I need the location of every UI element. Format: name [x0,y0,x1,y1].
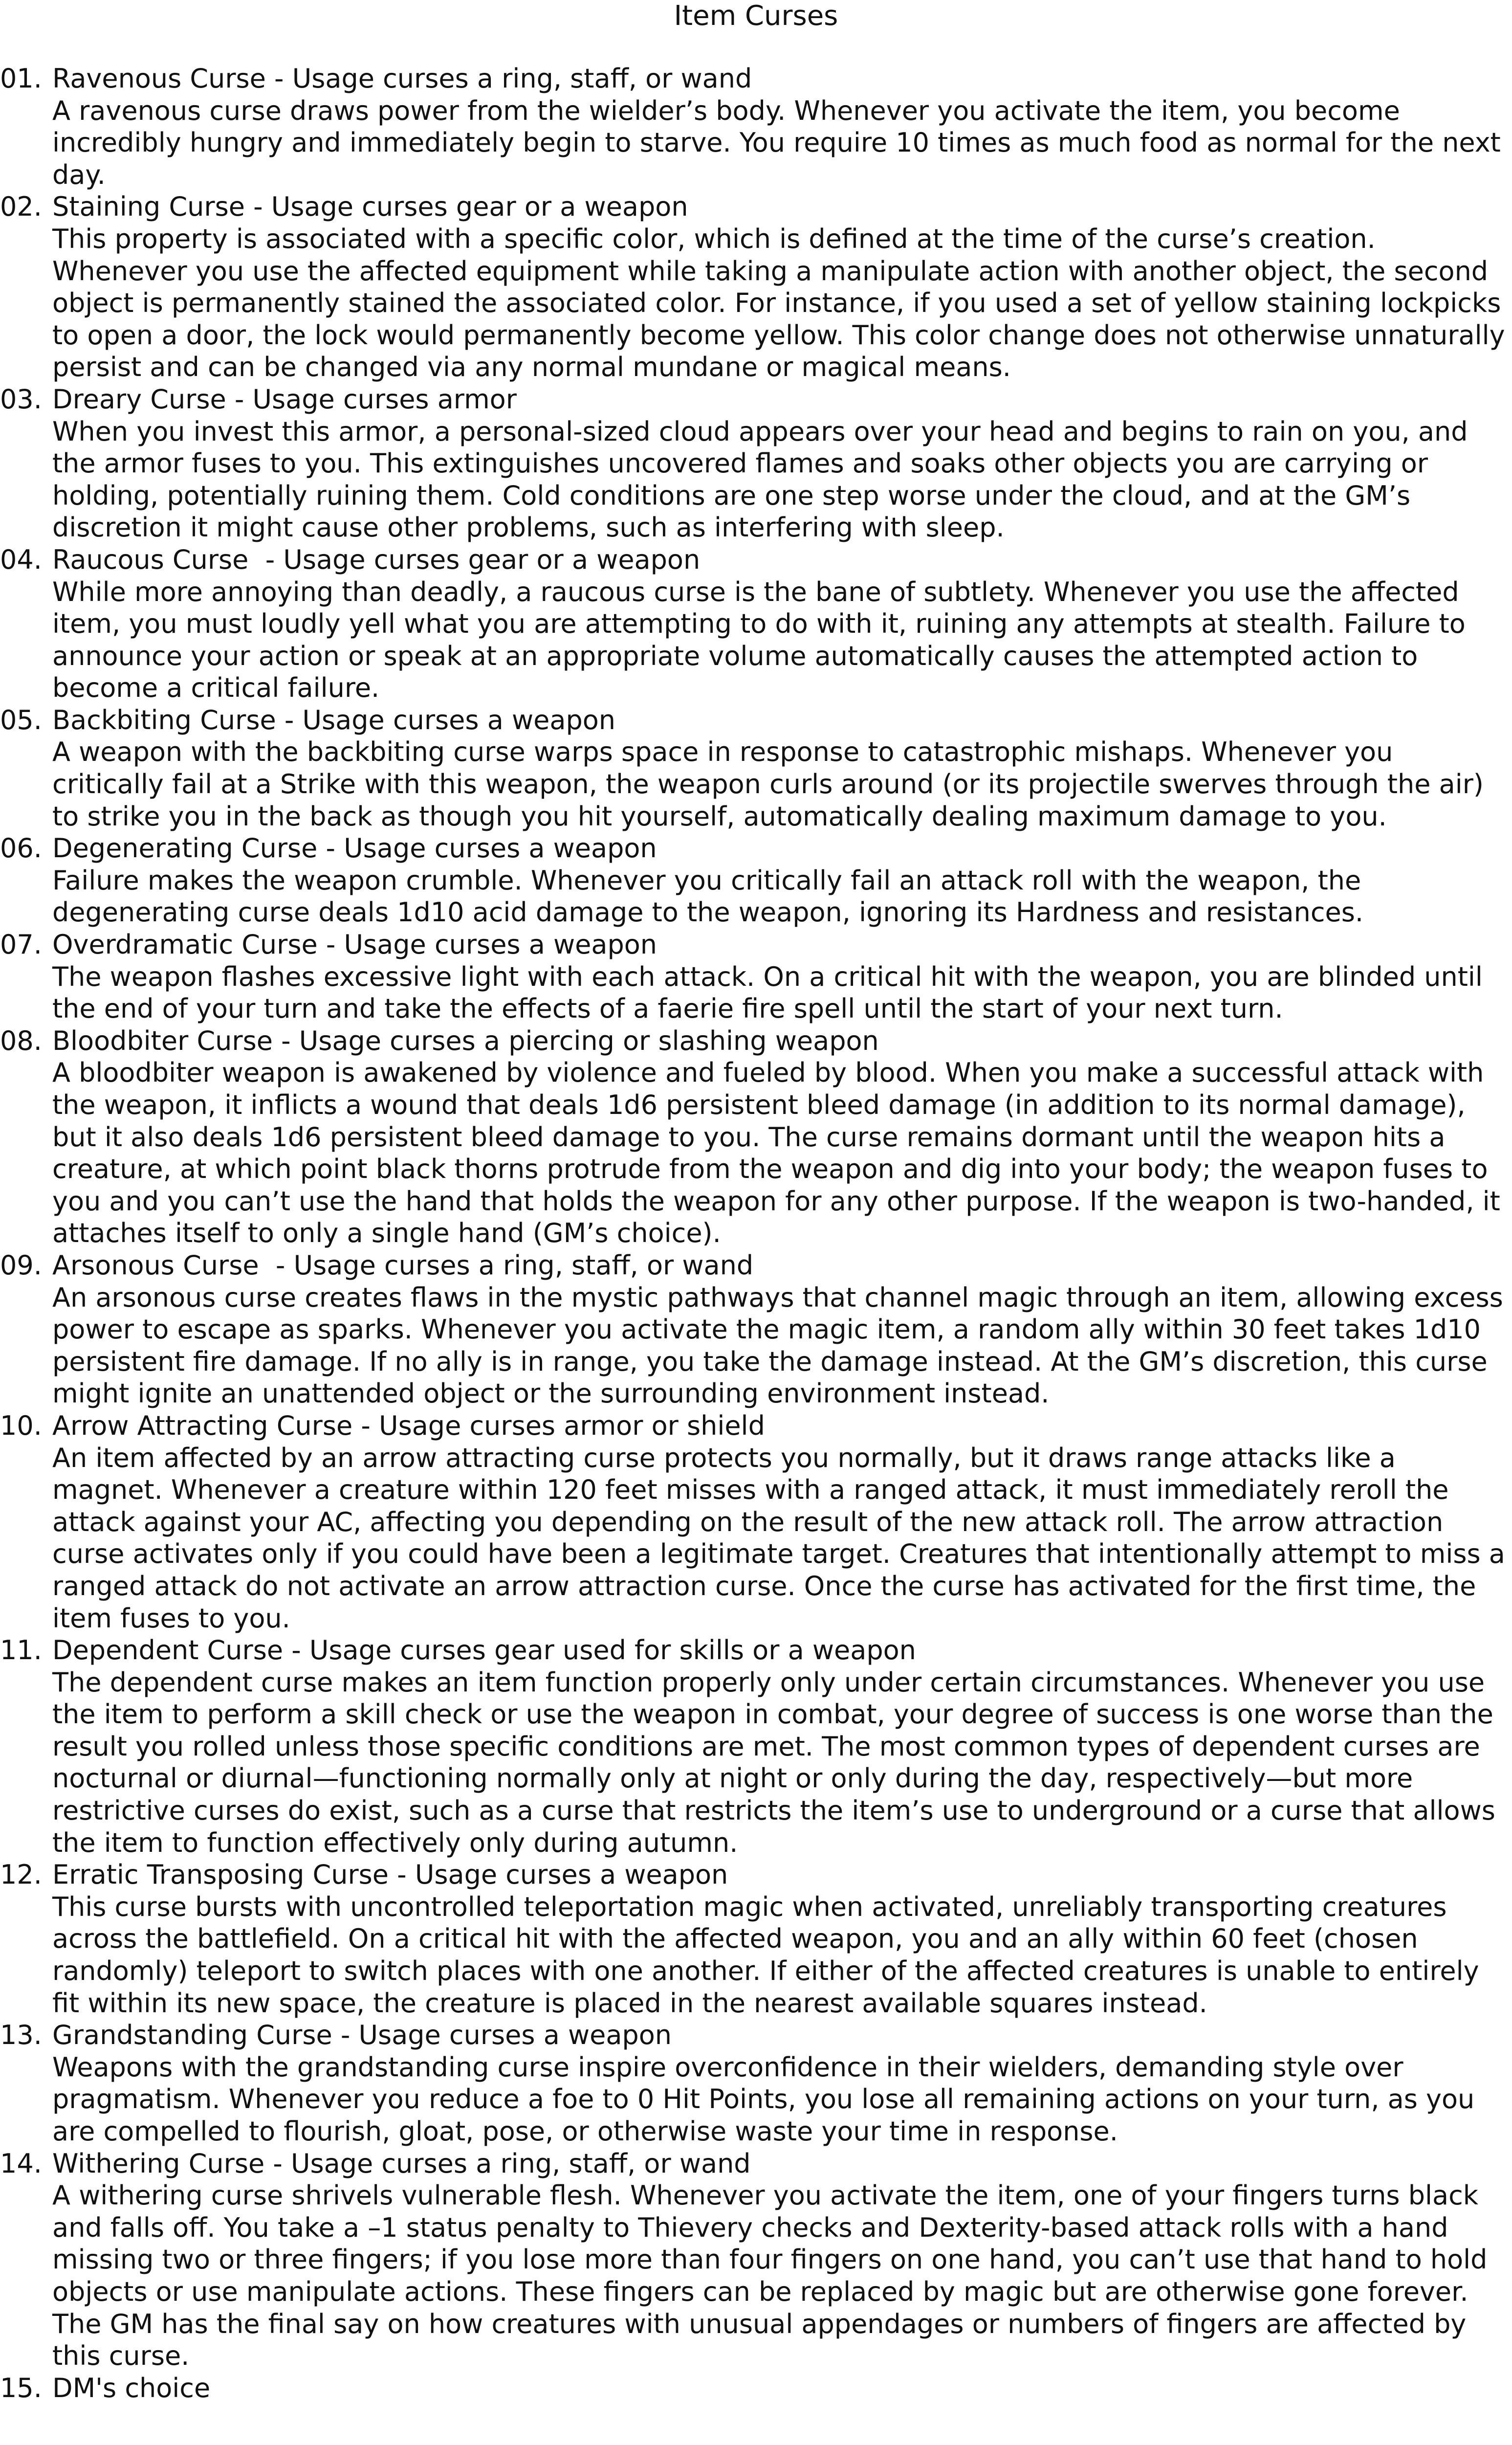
entry-description: A bloodbiter weapon is awakened by violence and fueled by blood. When you make a successful attack with the weapon, it inflicts a wound that deals 1d6 persistent bleed damage (in addition to its normal damage), but it also deals 1d6 persistent bleed damage to you. The curse remains dormant until the weapon hits a creature, at which point black thorns protrude from the weapon and dig into your body; the weapon fuses to you and you can’t use the hand that holds the weapon for any other purpose. If the weapon is two-handed, it attaches itself to only a single hand (GM’s choice). [52,1057,1500,1249]
entry-number: 07. [0,929,42,960]
curse-entry [0,1249,1512,1410]
entry-heading: Arrow Attracting Curse - Usage curses armor or shield [52,1410,765,1441]
curse-entry [0,383,1512,544]
entry-description: Weapons with the grandstanding curse inspire overconfidence in their wielders, demanding style over pragmatism. Whenever you reduce a foe to 0 Hit Points, you lose all remaining actions on your turn, as you are compelled to flourish, gloat, pose, or otherwise waste your time in response. [52,2051,1475,2147]
entry-number: 04. [0,544,42,575]
entry-heading: Degenerating Curse - Usage curses a weapon [52,833,657,864]
entry-description: A weapon with the backbiting curse warps space in response to catastrophic mishaps. Whenever you critically fail at a Strike with this weapon, the weapon curls around (or its projectile swerves through the air) to strike you in the back as though you hit yourself, automatically dealing maximum damage to you. [52,736,1484,832]
entry-description: This curse bursts with uncontrolled teleportation magic when activated, unreliably transporting creatures across the battlefield. On a critical hit with the affected weapon, you and an ally within 60 feet (chosen randomly) teleport to switch places with one another. If either of the affected creatures is unable to entirely fit within its new space, the creature is placed in the nearest available squares instead. [52,1891,1479,2019]
entry-number: 14. [0,2148,42,2179]
curse-entry [0,929,1512,1025]
entry-number: 02. [0,191,42,222]
entry-number: 13. [0,2020,42,2051]
entry-description: While more annoying than deadly, a raucous curse is the bane of subtlety. Whenever you use the affected item, you must loudly yell what you are attempting to do with it, ruining any attempts at stealth. Failure to announce your action or speak at an appropriate volume automatically causes the attempted action to become a critical failure. [52,576,1466,704]
entry-description: When you invest this armor, a personal-sized cloud appears over your head and begins to rain on you, and the armor fuses to you. This extinguishes uncovered flames and soaks other objects you are carrying or holding, potentially ruining them. Cold conditions are one step worse under the cloud, and at the GM’s discretion it might cause other problems, such as interfering with sleep. [52,416,1468,543]
entry-heading: Erratic Transposing Curse - Usage curses a weapon [52,1859,728,1890]
entry-heading: Raucous Curse - Usage curses gear or a weapon [52,544,701,575]
curse-entry [0,1634,1512,1859]
entry-number: 15. [0,2372,42,2403]
curse-entry [0,832,1512,929]
entry-heading: Withering Curse - Usage curses a ring, staff, or wand [52,2148,751,2179]
curse-list [0,63,1512,2404]
entry-heading: Backbiting Curse - Usage curses a weapon [52,704,615,735]
entry-number: 08. [0,1025,42,1056]
entry-description: The weapon flashes excessive light with each attack. On a critical hit with the weapon, you are blinded until the end of your turn and take the effects of a faerie fire spell until the start of your next turn. [52,961,1483,1024]
curse-entry [0,704,1512,832]
curse-entry [0,544,1512,704]
entry-number: 11. [0,1635,42,1666]
curse-entry [0,2019,1512,2147]
entry-heading: Overdramatic Curse - Usage curses a weapon [52,929,657,960]
entry-description: An arsonous curse creates flaws in the mystic pathways that channel magic through an item, allowing excess power to escape as sparks. Whenever you activate the magic item, a random ally within 30 feet takes 1d10 persistent fire damage. If no ally is in range, you take the damage instead. At the GM’s discretion, this curse might ignite an unattended object or the surrounding environment instead. [52,1282,1503,1409]
entry-number: 03. [0,383,42,415]
entry-number: 12. [0,1859,42,1890]
entry-number: 01. [0,63,42,94]
entry-number: 05. [0,704,42,735]
curse-entry [0,1410,1512,1634]
entry-number: 10. [0,1410,42,1441]
entry-heading: Dreary Curse - Usage curses armor [52,383,517,415]
entry-heading: Staining Curse - Usage curses gear or a weapon [52,191,688,222]
entry-description: The dependent curse makes an item function properly only under certain circumstances. Whenever you use the item to perform a skill check or use the weapon in combat, your degree of success is one worse than the result you rolled unless those specific conditions are met. The most common types of dependent curses are nocturnal or diurnal—functioning normally only at night or only during the day, respectively—but more restrictive curses do exist, such as a curse that restricts the item’s use to underground or a curse that allows the item to function effectively only during autumn. [52,1667,1495,1858]
document-title: Item Curses [674,0,838,32]
entry-heading: DM's choice [52,2372,211,2403]
entry-heading: Ravenous Curse - Usage curses a ring, staff, or wand [52,63,752,94]
entry-number: 09. [0,1249,42,1281]
entry-heading: Grandstanding Curse - Usage curses a weapon [52,2020,672,2051]
curse-entry [0,2372,1512,2404]
curse-entry [0,2148,1512,2372]
entry-description: Failure makes the weapon crumble. Whenever you critically fail an attack roll with the weapon, the degenerating curse deals 1d10 acid damage to the weapon, ignoring its Hardness and resistances. [52,865,1364,928]
curse-entry [0,63,1512,191]
entry-description: This property is associated with a specific color, which is defined at the time of the curse’s creation. Whenever you use the affected equipment while taking a manipulate action with another object, the second object is permanently stained the associated color. For instance, if you used a set of yellow staining lockpicks to open a door, the lock would permanently become yellow. This color change does not otherwise unnaturally persist and can be changed via any normal mundane or magical means. [52,223,1505,383]
curse-entry [0,191,1512,383]
curse-entry [0,1859,1512,2019]
entry-heading: Arsonous Curse - Usage curses a ring, staff, or wand [52,1249,754,1281]
entry-heading: Bloodbiter Curse - Usage curses a piercing or slashing weapon [52,1025,879,1056]
entry-description: A withering curse shrivels vulnerable flesh. Whenever you activate the item, one of your fingers turns black and falls off. You take a –1 status penalty to Thievery checks and Dexterity-based attack rolls with a hand missing two or three fingers; if you lose more than four fingers on one hand, you can’t use that hand to hold objects or use manipulate actions. These fingers can be replaced by magic but are otherwise gone forever. The GM has the final say on how creatures with unusual appendages or numbers of fingers are affected by this curse. [52,2180,1488,2372]
entry-description: An item affected by an arrow attracting curse protects you normally, but it draws range attacks like a magnet. Whenever a creature within 120 feet misses with a ranged attack, it must immediately reroll the attack against your AC, affecting you depending on the result of the new attack roll. The arrow attraction curse activates only if you could have been a legitimate target. Creatures that intentionally attempt to miss a ranged attack do not activate an arrow attraction curse. Once the curse has activated for the first time, the item fuses to you. [52,1442,1505,1634]
entry-heading: Dependent Curse - Usage curses gear used for skills or a weapon [52,1635,916,1666]
entry-number: 06. [0,833,42,864]
curse-entry [0,1025,1512,1249]
entry-description: A ravenous curse draws power from the wielder’s body. Whenever you activate the item, you become incredibly hungry and immediately begin to starve. You require 10 times as much food as normal for the next day. [52,95,1501,190]
